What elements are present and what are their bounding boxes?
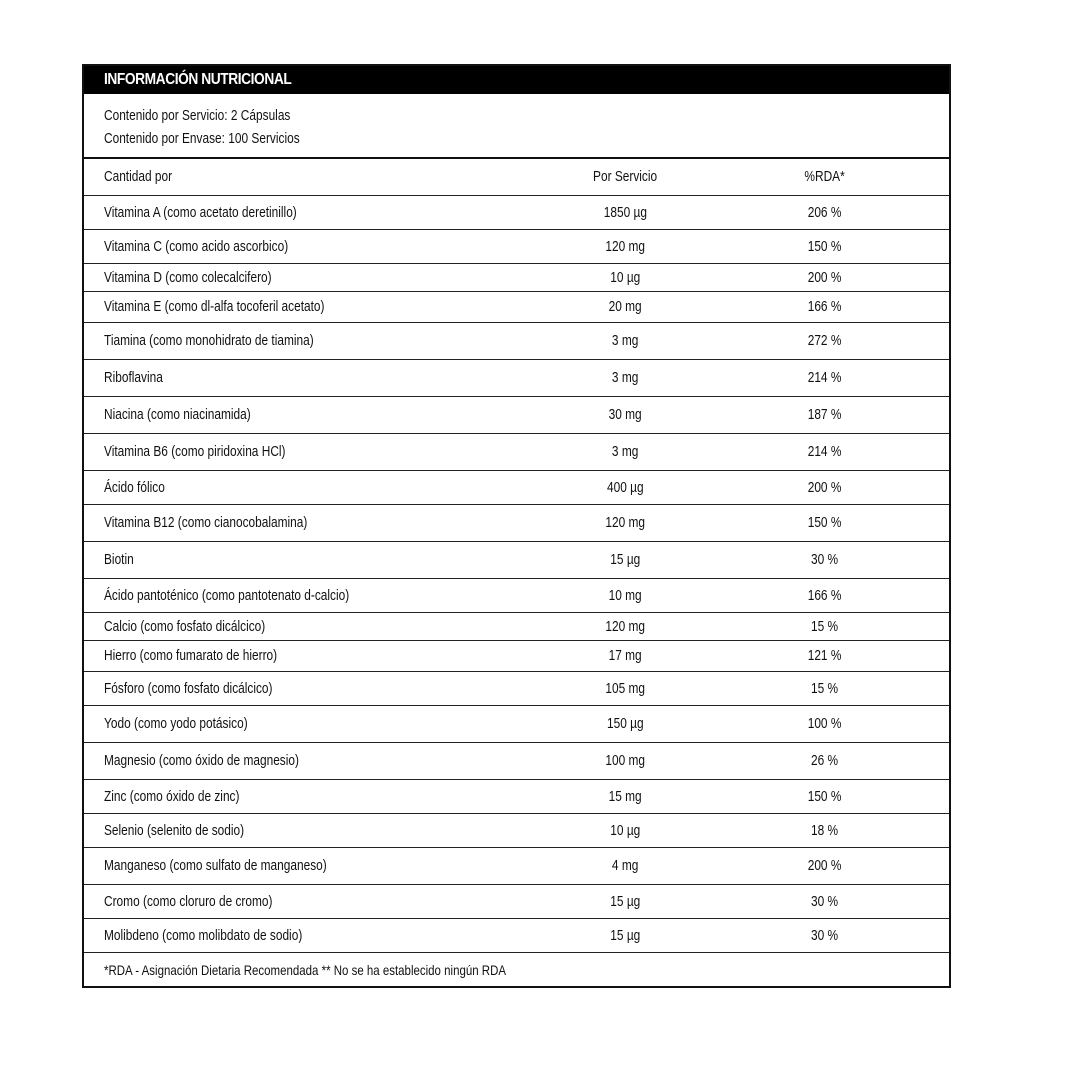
table-row: [84, 848, 949, 885]
amount-per-serving: 15 µg: [610, 927, 641, 944]
nutrient-name: Fósforo (como fosfato dicálcico): [104, 680, 273, 697]
nutrient-rows: [84, 196, 949, 952]
nutrient-name: Molibdeno (como molibdato de sodio): [104, 927, 303, 944]
table-row: [84, 397, 949, 434]
nutrient-name: Yodo (como yodo potásico): [104, 716, 248, 732]
table-row: [84, 919, 949, 952]
panel-title: INFORMACIÓN NUTRICIONAL: [104, 71, 292, 88]
rda-percent: 121 %: [807, 648, 842, 664]
amount-per-serving: 10 mg: [608, 587, 642, 604]
rda-percent: 15 %: [810, 618, 838, 635]
rda-percent: 18 %: [810, 822, 838, 839]
rda-percent: 166 %: [807, 587, 842, 604]
table-header: [84, 159, 949, 196]
amount-per-serving: 105 mg: [605, 680, 645, 697]
amount-per-serving: 3 mg: [611, 444, 639, 460]
nutrient-name: Riboflavina: [104, 370, 163, 386]
rda-percent: 150 %: [807, 788, 842, 805]
amount-per-serving: 10 µg: [610, 269, 641, 286]
servings-per-container: Contenido por Envase: 100 Servicios: [104, 131, 300, 147]
rda-percent: 214 %: [807, 444, 842, 460]
nutrient-name: Ácido fólico: [104, 479, 165, 496]
nutrient-name: Vitamina C (como acido ascorbico): [104, 238, 289, 255]
table-row: [84, 706, 949, 743]
rda-percent: 100 %: [807, 716, 842, 732]
rda-percent: 200 %: [807, 269, 842, 286]
nutrient-name: Vitamina B12 (como cianocobalamina): [104, 515, 308, 531]
rda-percent: 150 %: [807, 238, 842, 255]
amount-per-serving: 400 µg: [606, 479, 644, 496]
amount-per-serving: 150 µg: [606, 716, 644, 732]
table-row: [84, 434, 949, 471]
nutrient-name: Biotin: [104, 552, 134, 568]
rda-percent: 187 %: [807, 407, 842, 423]
table-row: [84, 292, 949, 323]
table-row: [84, 505, 949, 542]
table-row: [84, 743, 949, 780]
amount-per-serving: 15 µg: [610, 552, 641, 568]
amount-per-serving: 30 mg: [608, 407, 642, 423]
table-row: [84, 196, 949, 230]
rda-percent: 200 %: [807, 858, 842, 874]
amount-per-serving: 17 mg: [608, 648, 642, 664]
table-row: [84, 780, 949, 814]
nutrient-name: Zinc (como óxido de zinc): [104, 788, 240, 805]
rda-percent: 150 %: [807, 515, 842, 531]
amount-per-serving: 120 mg: [605, 618, 645, 635]
rda-percent: 214 %: [807, 370, 842, 386]
amount-per-serving: 15 µg: [610, 893, 641, 910]
table-row: [84, 323, 949, 360]
table-row: [84, 814, 949, 848]
nutrient-name: Magnesio (como óxido de magnesio): [104, 753, 299, 769]
nutrient-name: Ácido pantoténico (como pantotenato d-calcio): [104, 587, 350, 604]
table-row: [84, 542, 949, 579]
amount-per-serving: 1850 µg: [603, 204, 647, 221]
nutrient-name: Manganeso (como sulfato de manganeso): [104, 858, 327, 874]
amount-per-serving: 15 mg: [608, 788, 642, 805]
rda-percent: 272 %: [807, 333, 842, 349]
table-row: [84, 230, 949, 264]
rda-percent: 206 %: [807, 204, 842, 221]
column-header-per-serving: Por Servicio: [593, 169, 658, 185]
amount-per-serving: 120 mg: [605, 515, 645, 531]
rda-percent: 166 %: [807, 299, 842, 315]
nutrient-name: Vitamina A (como acetato deretinillo): [104, 204, 297, 221]
serving-info: [84, 94, 949, 159]
table-row: [84, 672, 949, 706]
nutrient-name: Vitamina B6 (como piridoxina HCl): [104, 444, 286, 460]
table-row: [84, 579, 949, 613]
nutrient-name: Vitamina D (como colecalcifero): [104, 269, 272, 286]
table-row: [84, 264, 949, 292]
footnote: *RDA - Asignación Dietaria Recomendada ** No se ha establecido ningún RDA: [84, 952, 949, 986]
title-bar: [84, 66, 949, 94]
nutrient-name: Calcio (como fosfato dicálcico): [104, 618, 266, 635]
rda-percent: 26 %: [810, 753, 838, 769]
table-row: [84, 641, 949, 672]
amount-per-serving: 120 mg: [605, 238, 645, 255]
amount-per-serving: 20 mg: [608, 299, 642, 315]
column-header-rda: %RDA*: [804, 169, 845, 185]
rda-percent: 30 %: [810, 893, 838, 910]
table-row: [84, 885, 949, 919]
serving-size: Contenido por Servicio: 2 Cápsulas: [104, 108, 291, 124]
amount-per-serving: 3 mg: [611, 333, 639, 349]
amount-per-serving: 100 mg: [605, 753, 645, 769]
table-row: [84, 613, 949, 641]
nutrition-facts-panel: [82, 64, 951, 988]
nutrient-name: Niacina (como niacinamida): [104, 407, 251, 423]
amount-per-serving: 3 mg: [611, 370, 639, 386]
nutrient-name: Vitamina E (como dl-alfa tocoferil acetato): [104, 299, 325, 315]
nutrient-name: Selenio (selenito de sodio): [104, 822, 245, 839]
table-row: [84, 360, 949, 397]
rda-percent: 200 %: [807, 479, 842, 496]
nutrient-name: Hierro (como fumarato de hierro): [104, 648, 278, 664]
column-header-name: Cantidad por: [104, 169, 173, 185]
rda-percent: 30 %: [810, 927, 838, 944]
table-row: [84, 471, 949, 505]
amount-per-serving: 10 µg: [610, 822, 641, 839]
nutrient-name: Tiamina (como monohidrato de tiamina): [104, 333, 314, 349]
nutrient-name: Cromo (como cloruro de cromo): [104, 893, 273, 910]
amount-per-serving: 4 mg: [611, 858, 639, 874]
rda-percent: 30 %: [810, 552, 838, 568]
rda-percent: 15 %: [810, 680, 838, 697]
